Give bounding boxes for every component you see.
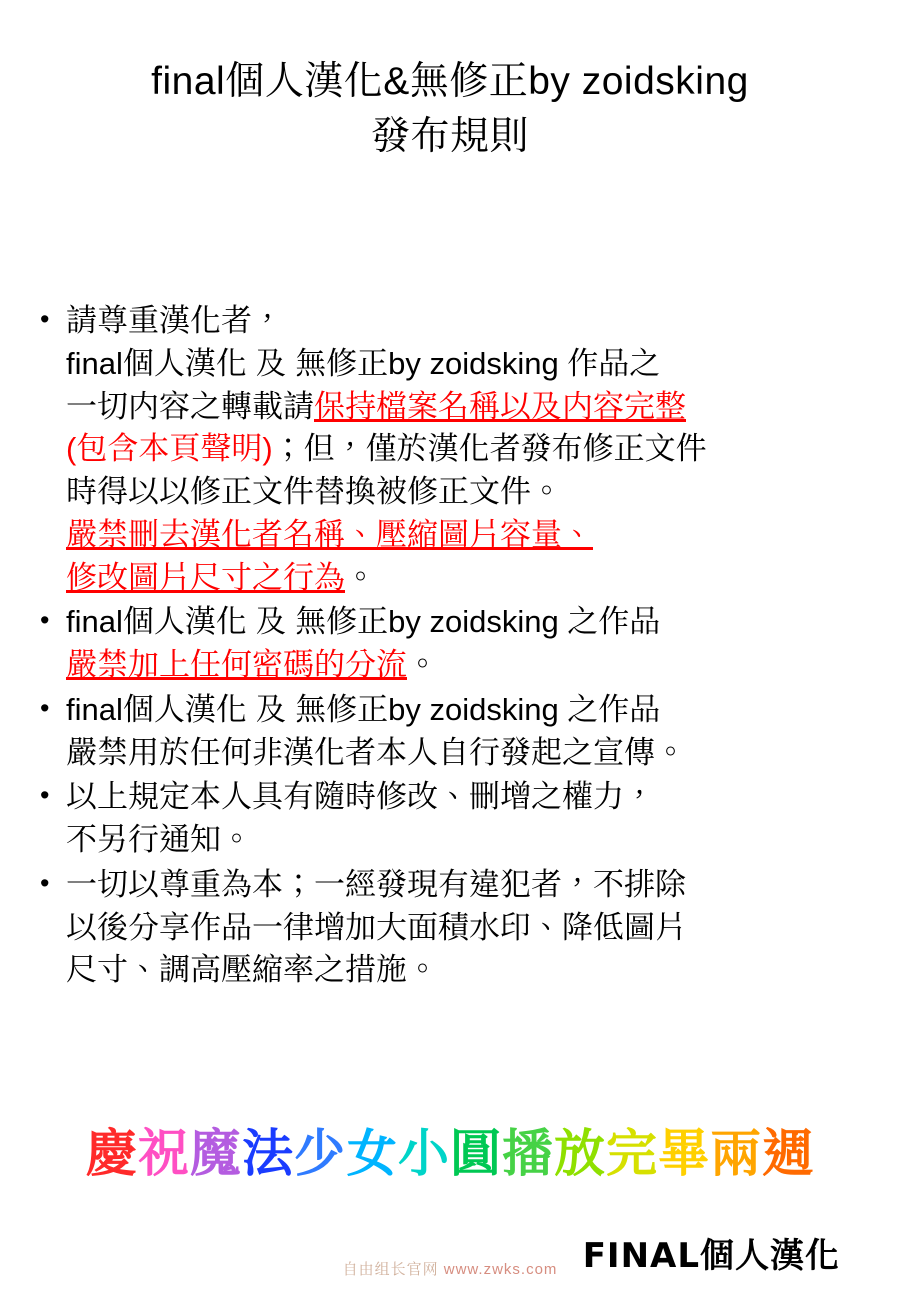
list-item — [40, 776, 870, 862]
title-line-1: final個人漢化&無修正by zoidsking — [151, 60, 749, 103]
text-run: 。 — [345, 559, 376, 595]
celebration-char: 小 — [397, 1125, 450, 1182]
text-line — [66, 819, 870, 862]
list-item-text — [66, 601, 870, 687]
text-run: final個人漢化 及 無修正by zoidsking 之作品 — [66, 691, 661, 727]
text-line — [66, 689, 870, 732]
text-line — [66, 300, 870, 343]
watermark-right: www.zwks.com — [443, 1261, 558, 1278]
text-run: 一切以尊重為本；一經發現有違犯者，不排除 — [66, 866, 686, 902]
bullet-marker-icon: • — [40, 304, 50, 334]
list-item-text — [66, 689, 870, 775]
text-line — [66, 949, 870, 992]
text-run: 修改圖片尺寸之行為 — [66, 559, 345, 595]
text-line — [66, 386, 870, 429]
celebration-char: 畢 — [658, 1125, 711, 1182]
text-line — [66, 514, 870, 557]
text-run: (包含本頁聲明) — [66, 431, 273, 467]
text-run: 一切内容之轉載請 — [66, 388, 314, 424]
text-run: 嚴禁加上任何密碼的分流 — [66, 647, 407, 683]
list-item — [40, 601, 870, 687]
text-run: final個人漢化 及 無修正by zoidsking 作品之 — [66, 345, 661, 381]
celebration-char: 女 — [345, 1125, 398, 1182]
celebration-char: 祝 — [137, 1125, 190, 1182]
watermark — [0, 1258, 900, 1279]
text-line — [66, 343, 870, 386]
text-line — [66, 864, 870, 907]
celebration-line — [0, 1112, 900, 1186]
watermark-left: 自由组长官网 — [342, 1261, 439, 1278]
text-run: 請尊重漢化者， — [66, 303, 283, 338]
list-item-text — [66, 300, 870, 599]
text-run: 嚴禁用於任何非漢化者本人自行發起之宣傳。 — [66, 734, 686, 770]
bullet-marker-icon: • — [40, 780, 50, 811]
text-line — [66, 471, 870, 514]
text-run: 以上規定本人具有隨時修改、刪增之權力， — [66, 779, 655, 815]
text-line — [66, 428, 870, 471]
list-item-text — [66, 864, 870, 992]
signature: FINAL個人漢化 — [582, 1236, 840, 1276]
list-item — [40, 864, 870, 992]
text-run: final個人漢化 及 無修正by zoidsking 之作品 — [66, 604, 661, 640]
text-line — [66, 907, 870, 950]
celebration-char: 魔 — [189, 1125, 242, 1182]
celebration-char: 完 — [606, 1125, 659, 1182]
celebration-char: 圓 — [450, 1125, 503, 1182]
list-item — [40, 300, 870, 599]
celebration-char: 兩 — [710, 1125, 763, 1182]
bullet-marker-icon: • — [40, 867, 50, 898]
text-run: 。 — [407, 647, 438, 683]
celebration-char: 週 — [762, 1125, 815, 1182]
text-run: 時得以以修正文件替換被修正文件。 — [66, 474, 562, 510]
text-line — [66, 557, 870, 600]
list-item-text — [66, 776, 870, 862]
text-run: 嚴禁刪去漢化者名稱、壓縮圖片容量、 — [66, 516, 593, 552]
text-run: 尺寸、調高壓縮率之措施。 — [66, 952, 438, 988]
text-line — [66, 601, 870, 644]
bullet-marker-icon: • — [40, 605, 50, 636]
text-line — [66, 776, 870, 819]
celebration-char: 慶 — [85, 1125, 138, 1182]
text-line — [66, 732, 870, 775]
text-line — [66, 644, 870, 687]
celebration-char: 少 — [293, 1125, 346, 1182]
page-title — [0, 54, 900, 165]
text-run: 保持檔案名稱以及内容完整 — [314, 388, 686, 424]
text-run: ；但，僅於漢化者發布修正文件 — [272, 431, 707, 467]
rules-list — [40, 300, 870, 994]
celebration-char: 放 — [554, 1125, 607, 1182]
text-run: 以後分享作品一律增加大面積水印、降低圖片 — [66, 909, 686, 945]
celebration-char: 播 — [502, 1125, 555, 1182]
celebration-char: 法 — [241, 1125, 294, 1182]
text-run: 不另行通知。 — [66, 822, 252, 858]
bullet-marker-icon: • — [40, 692, 50, 723]
list-item — [40, 689, 870, 775]
title-line-2: 發布規則 — [370, 115, 529, 159]
